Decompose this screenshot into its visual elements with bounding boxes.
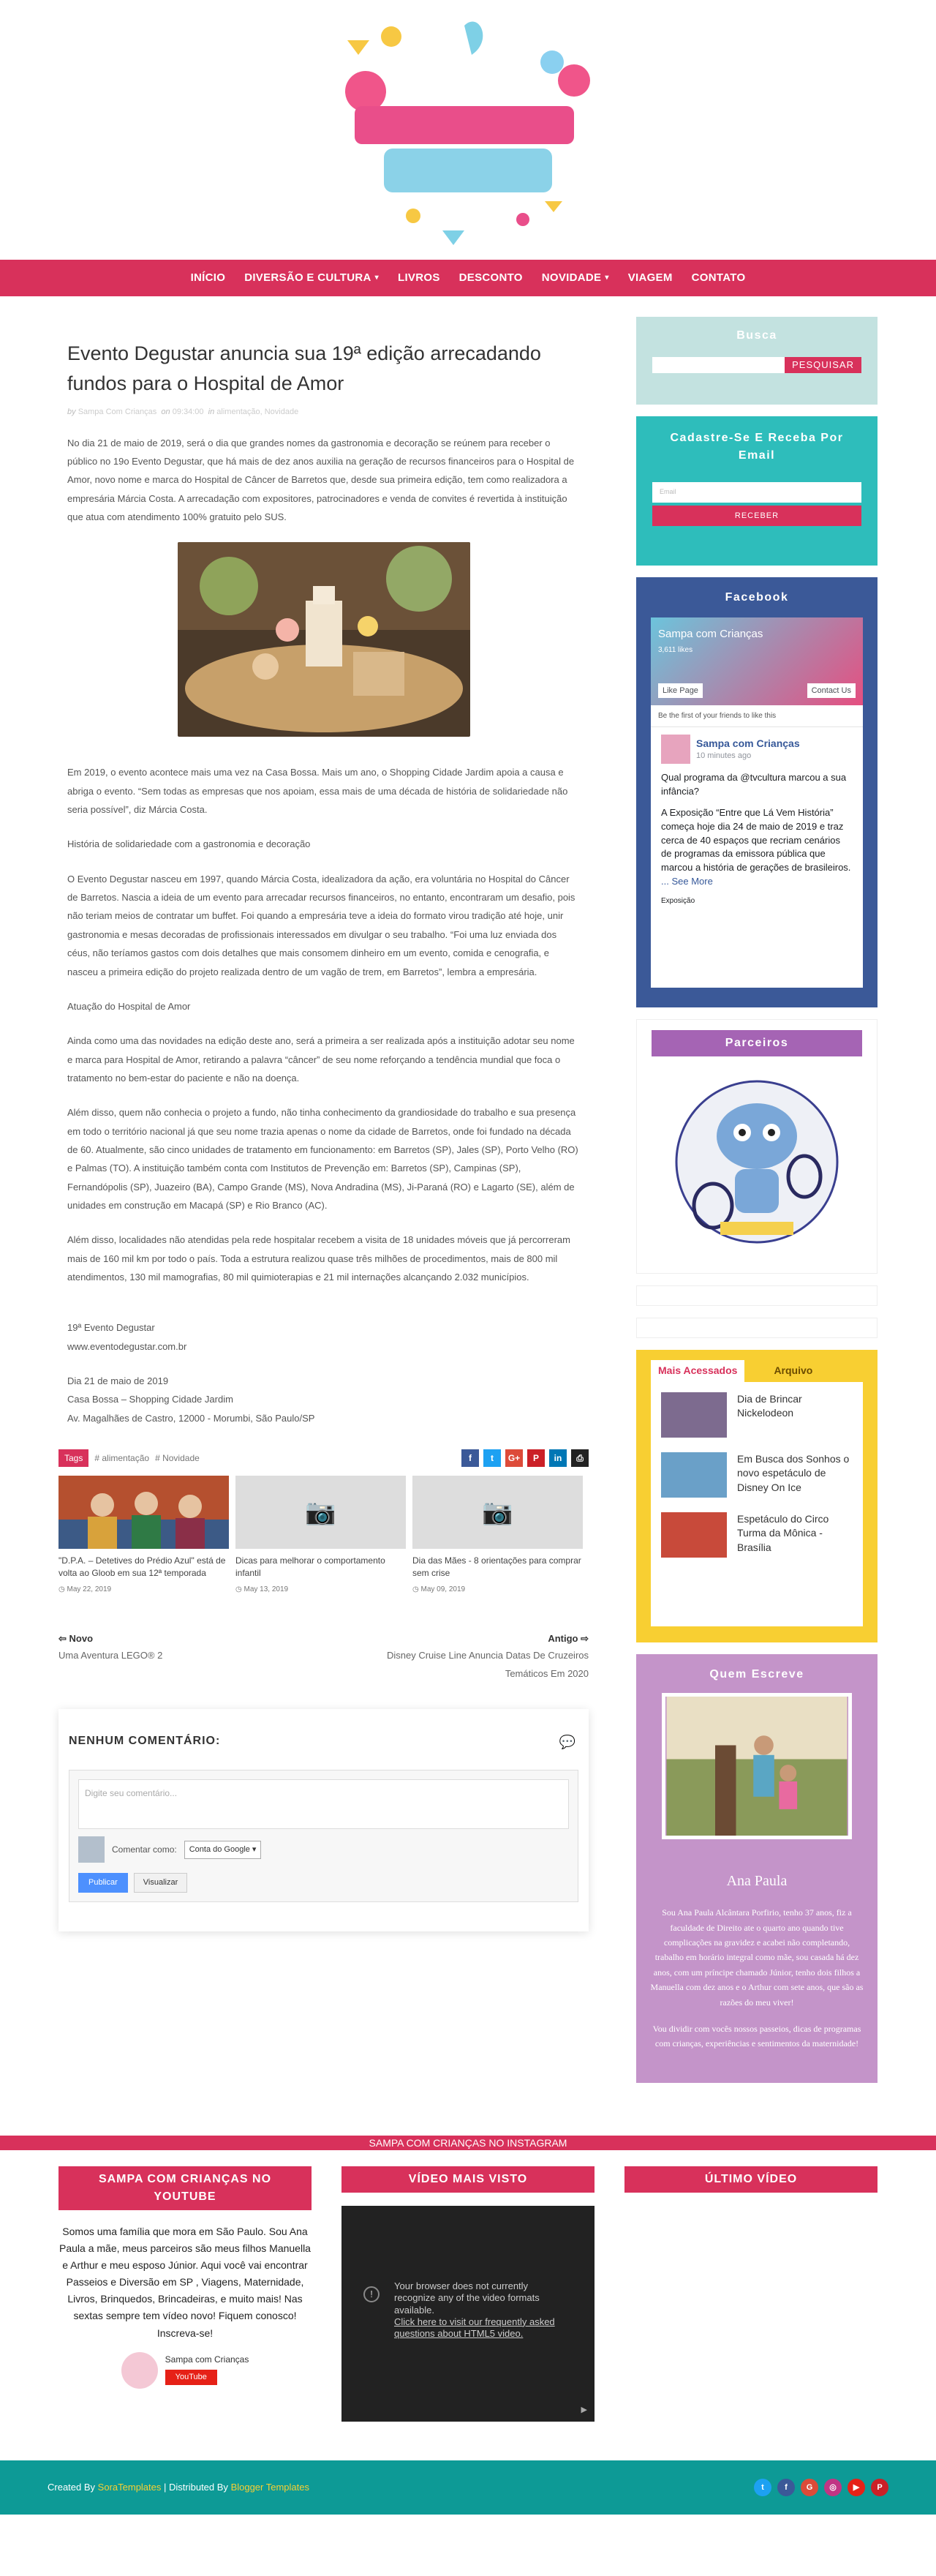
related-post-title[interactable]: "D.P.A. – Detetives do Prédio Azul" está de volta ao Gloob em sua 12ª temporada (58, 1555, 226, 1578)
widget-title: Busca (736, 329, 777, 342)
related-post[interactable] (58, 1476, 229, 1595)
arrow-right-icon: ⇨ (581, 1632, 589, 1644)
google-plus-icon[interactable]: G+ (505, 1449, 523, 1467)
comment-textarea[interactable]: Digite seu comentário... (78, 1779, 569, 1829)
tab-mais-acessados[interactable]: Mais Acessados (651, 1360, 744, 1382)
avatar[interactable] (661, 735, 690, 764)
tab-arquivo[interactable]: Arquivo (774, 1364, 813, 1376)
related-posts (58, 1476, 589, 1595)
facebook-page-name[interactable]: Sampa com Crianças (658, 628, 763, 641)
comment-as-select[interactable]: Conta do Google ▾ (184, 1841, 262, 1859)
list-item[interactable]: Dia de Brincar Nickelodeon (661, 1392, 853, 1438)
widget-title: Quem Escreve (709, 1668, 804, 1681)
facebook-icon[interactable]: f (777, 2479, 795, 2496)
older-post[interactable]: Antigo ⇨ Disney Cruise Line Anuncia Datas De Cruzeiros Temáticos Em 2020 (369, 1631, 589, 1683)
post-image (178, 542, 470, 737)
chevron-down-icon: ▾ (374, 274, 379, 282)
site-logo[interactable] (325, 11, 611, 252)
publish-button[interactable]: Publicar (78, 1873, 128, 1893)
author-bio: Vou dividir com vocês nossos passeios, dicas de programas com crianças, experiências e sentimentos da maternidade! (652, 2023, 861, 2049)
main-column (58, 317, 589, 2095)
pinterest-icon[interactable]: P (871, 2479, 888, 2496)
nav-item-novidade[interactable]: NOVIDADE ▾ (542, 260, 609, 296)
list-item[interactable]: Espetáculo do Circo Turma da Mônica - Brasília (661, 1512, 853, 1558)
nav-item-diversao[interactable]: DIVERSÃO E CULTURA ▾ (244, 260, 379, 296)
search-input[interactable] (652, 357, 785, 373)
related-post-thumb[interactable] (412, 1476, 583, 1549)
subscribe-widget (636, 416, 878, 566)
camera-icon: 📷 (305, 1498, 336, 1526)
instagram-strip[interactable]: SAMPA COM CRIANÇAS NO INSTAGRAM (0, 2136, 936, 2150)
soratemplates-link[interactable]: SoraTemplates (97, 2481, 162, 2493)
most-viewed-video-widget (341, 2166, 595, 2460)
post-title: Evento Degustar anuncia sua 19ª edição arrecadando fundos para o Hospital de Amor (67, 342, 541, 394)
popular-widget (636, 1350, 878, 1642)
facebook-embed: Sampa com Crianças 3,611 likes Like Page Contact Us Be the first of your friends to like this Sampa com Crianças 10 minutes ago Qual programa da @tvcultura marcou a sua infância? A Exposição “Entre que Lá Vem História” começa hoje dia 24 de maio de 2019 e traz cerca de 40 espaços que recriam cenários de programas da emissora pública que marcou a história de gerações de brasileiros. ... See More Exposição (651, 617, 863, 988)
nav-item-inicio[interactable]: INÍCIO (190, 271, 226, 284)
post-time[interactable]: 09:34:00 (172, 408, 204, 416)
youtube-widget: SAMPA COM CRIANÇAS NO YOUTUBE Somos uma família que mora em São Paulo. Sou Ana Paula a mãe, meus parceiros são meus filhos Manuella e Arthur e meu esposo Júnior. Aqui você vai encontrar Passeios e Diversão em SP , Viagens, Maternidade, Livros, Brinquedos, Brincadeiras, e muito mais! Nas sextas sempre tem vídeo novo! Fiquem conosco! Inscreva-se! Sampa com Crianças YouTube (58, 2166, 312, 2460)
widget-title: ÚLTIMO VÍDEO (624, 2166, 878, 2193)
content-wrap (58, 296, 878, 2095)
post-paragraph: Além disso, localidades não atendidas pela rede hospitalar recebem a visita de 18 unidades móveis que já percorreram mais de 160 mil km por todo o país. Toda a estrutura realizou quase três milhões de procedimentos, mais de 800 mil atendimentos, 130 mil mamografias, 80 mil quimioterapias e 21 mil internações alcançando 2.032 municípios. (67, 1234, 570, 1283)
subscribe-button[interactable]: RECEBER (652, 506, 861, 526)
newer-post-link[interactable]: Uma Aventura LEGO® 2 (58, 1649, 163, 1661)
popular-thumb[interactable] (661, 1512, 727, 1558)
author-photo (662, 1693, 852, 1839)
blogger-templates-link[interactable]: Blogger Templates (230, 2481, 309, 2493)
post-paragraph: Além disso, quem não conhecia o projeto a fundo, não tinha conhecimento da grandiosidade do trabalho e sua presença em todo o território nacional já que seu nome trazia apenas o nome da cidade de Barretos, onde foi fundado na década de 60. Atualmente, são cinco unidades de tratamento em funcionamento: em Barretos (SP), Jales (SP), Porto Velho (RO) e Palmas (TO). A instituição também conta com Institutos de Prevenção em: Barretos (SP), Campinas (SP), Fernandópolis (SP), Juazeiro (BA), Campo Grande (MS), Nova Andradina (MS), Ji-Paraná (RO) e Lagarto (SE), além de unidades em construção em Macapá (SP) e Rio Branco (AC). (67, 1107, 578, 1211)
social-links (754, 2479, 888, 2496)
search-widget (636, 317, 878, 405)
instagram-icon[interactable]: ◎ (824, 2479, 842, 2496)
related-post[interactable] (235, 1476, 406, 1595)
see-more-link[interactable]: ... See More (661, 876, 713, 887)
twitter-icon[interactable]: t (754, 2479, 771, 2496)
comment-bubble-icon: 💬 (559, 1735, 575, 1750)
site-header (0, 0, 936, 260)
related-post[interactable] (412, 1476, 583, 1595)
related-post-thumb[interactable] (58, 1476, 229, 1549)
related-post-date: ◷ May 09, 2019 (412, 1585, 466, 1593)
contact-us-button[interactable]: Contact Us (807, 683, 856, 699)
widget-title: VÍDEO MAIS VISTO (341, 2166, 595, 2193)
post-paragraph: Ainda como uma das novidades na edição deste ano, será a primeira a ser realizada após a instituição adotar seu nome e marca para Hospital de Amor, retirando a palavra “câncer” de seu nome reforçando a tendência mundial que foca o tratamento no bem-estar do paciente e não na doença. (67, 1035, 575, 1084)
html5-faq-link[interactable]: Click here to visit our frequently asked questions about HTML5 video. (394, 2316, 555, 2339)
post-info: 19ª Evento Degustar www.eventodegustar.com.br (67, 1322, 187, 1352)
author-name: Ana Paula (726, 1873, 788, 1890)
post (58, 339, 589, 1427)
tags-share-bar (58, 1449, 589, 1467)
widget-title: SAMPA COM CRIANÇAS NO YOUTUBE (58, 2166, 312, 2210)
newer-post[interactable]: ⇦ Novo Uma Aventura LEGO® 2 (58, 1631, 162, 1683)
related-post-title[interactable]: Dicas para melhorar o comportamento infantil (235, 1555, 385, 1578)
footer-widgets (58, 2150, 878, 2460)
comments-title: NENHUM COMENTÁRIO: (69, 1735, 221, 1748)
print-icon[interactable]: ⎙ (571, 1449, 589, 1467)
older-post-link[interactable]: Disney Cruise Line Anuncia Datas De Cruzeiros Temáticos Em 2020 (386, 1649, 589, 1679)
bottom-bar (0, 2460, 936, 2515)
facebook-widget (636, 577, 878, 1007)
nav-item-viagem[interactable]: VIAGEM (627, 271, 673, 284)
info-icon: ! (363, 2286, 380, 2302)
youtube-description: Somos uma família que mora em São Paulo. Sou Ana Paula a mãe, meus parceiros são meus filhos Manuella e Arthur e meu esposo Júnior. Aqui você vai encontrar Passeios e Diversão em SP , Viagens, Maternidade, Livros, Brinquedos, Brincadeiras, e muito mais! Nas sextas sempre tem vídeo novo! Fiquem conosco! Inscreva-se! (59, 2226, 311, 2339)
youtube-subscribe-button[interactable]: YouTube (165, 2370, 217, 2385)
tag-link[interactable]: # alimentação (94, 1453, 150, 1464)
post-paragraph: No dia 21 de maio de 2019, será o dia que grandes nomes da gastronomia e decoração se reúnem para receber o público no 19o Evento Degustar, que há mais de dez anos auxilia na geração de recursos financeiros para o Hospital de Amor, novo nome e marca do Hospital de Câncer de Barretos que, desde sua primeira edição, tem como realizadora a empresária Márcia Costa. A arrecadação com expositores, patrocinadores e venda de convites é revertida à instituição que atua com atendimento 100% gratuito pelo SUS. (67, 437, 575, 523)
twitter-icon[interactable]: t (483, 1449, 501, 1467)
post-category-link[interactable]: Novidade (264, 408, 299, 416)
google-plus-icon[interactable]: G (801, 2479, 818, 2496)
partner-logo[interactable] (669, 1067, 845, 1261)
related-post-title[interactable]: Dia das Mães - 8 orientações para comprar sem crise (412, 1555, 581, 1578)
comments-section (58, 1709, 589, 1931)
empty-widget (636, 1285, 878, 1306)
youtube-icon[interactable]: ▶ (581, 2406, 587, 2415)
post-paragraph: Em 2019, o evento acontece mais uma vez na Casa Bossa. Mais um ano, o Shopping Cidade Jardim apoia a causa e abriga o evento. “Sem todas as empresas que nos apoiam, essa mais de uma década de história de solidariedade não seria possível”, diz Márcia Costa. (67, 767, 568, 816)
widget-title: Facebook (725, 591, 789, 604)
youtube-icon[interactable]: ▶ (848, 2479, 865, 2496)
related-post-date: ◷ May 22, 2019 (58, 1585, 112, 1593)
like-page-button[interactable]: Like Page (658, 683, 703, 699)
search-button[interactable]: PESQUISAR (785, 357, 861, 373)
tag-list (58, 1449, 200, 1467)
nav-item-contato[interactable]: CONTATO (691, 271, 746, 284)
event-website-link[interactable]: www.eventodegustar.com.br (67, 1340, 187, 1352)
arrow-left-icon: ⇦ (58, 1632, 67, 1644)
widget-title: Cadastre-Se E Receba Por Email (670, 432, 844, 462)
post-body (67, 434, 580, 1427)
popular-thumb[interactable] (661, 1452, 727, 1498)
linkedin-icon[interactable]: in (549, 1449, 567, 1467)
nav-item-desconto[interactable]: DESCONTO (458, 271, 523, 284)
partners-widget (636, 1019, 878, 1274)
popular-list (651, 1382, 863, 1626)
post-subheading: Atuação do Hospital de Amor (67, 1000, 191, 1012)
sidebar (636, 317, 878, 2095)
post-category-link[interactable]: alimentação, (216, 408, 263, 416)
related-post-date: ◷ May 13, 2019 (235, 1585, 289, 1593)
post-pager (58, 1631, 589, 1683)
list-item[interactable]: Em Busca dos Sonhos o novo espetáculo de Disney On Ice (661, 1452, 853, 1498)
chevron-down-icon: ▾ (605, 274, 609, 282)
post-info: Dia 21 de maio de 2019 Casa Bossa – Shopping Cidade Jardim Av. Magalhães de Castro, 12000 - Morumbi, São Paulo/SP (67, 1375, 315, 1424)
facebook-cover: Sampa com Crianças 3,611 likes Like Page Contact Us (651, 617, 863, 705)
related-post-thumb[interactable] (235, 1476, 406, 1549)
credits: Created By SoraTemplates | Distributed By Blogger Templates (48, 2481, 309, 2493)
popular-tabs (651, 1360, 863, 1382)
latest-video-widget (624, 2166, 878, 2460)
camera-icon: 📷 (482, 1498, 513, 1526)
post-paragraph: O Evento Degustar nasceu em 1997, quando Márcia Costa, idealizadora da ação, era voluntária no Hospital do Câncer de Barretos. Nascia a ideia de um evento para arrecadar recursos financeiros, no entanto, encontraram um desafio, pois não teriam meios de contratar um buffet. Foi quando a empresária teve a ideia do formato virou tradição até hoje, unir gastronomia e mesas decoradas de profissionais interessados em divulgar o seu trabalho. “Foi uma luz enviada dos céus, não teríamos gastos com dois detalhes que mais consomem dinheiro em um evento, comida e cenografia, e nasceu a primeira edição do projeto realizada dentro de um vagão de trem, em Barretos”, lembra a empresária. (67, 873, 575, 977)
empty-widget (636, 1318, 878, 1338)
channel-avatar[interactable] (121, 2352, 158, 2389)
main-nav (0, 260, 936, 296)
email-field[interactable]: Email (652, 482, 861, 503)
share-buttons (461, 1449, 589, 1467)
post-subheading: História de solidariedade com a gastronomia e decoração (67, 838, 311, 850)
popular-thumb[interactable] (661, 1392, 727, 1438)
pinterest-icon[interactable]: P (527, 1449, 545, 1467)
facebook-icon[interactable]: f (461, 1449, 479, 1467)
facebook-post: Sampa com Crianças 10 minutes ago Qual programa da @tvcultura marcou a sua infância? A Exposição “Entre que Lá Vem História” começa hoje dia 24 de maio de 2019 e traz cerca de 40 espaços que recriam cenários de programas da emissora pública que marcou a história de gerações de brasileiros. ... See More Exposição (651, 727, 863, 914)
post-author-link[interactable]: Sampa Com Crianças (78, 408, 157, 416)
author-widget (636, 1654, 878, 2083)
avatar (78, 1836, 105, 1863)
video-player[interactable]: ! Your browser does not currently recognize any of the video formats available. Click here to visit our frequently asked questions about HTML5 video. ▶ (341, 2206, 595, 2422)
comment-form (69, 1770, 578, 1902)
post-meta: by Sampa Com Crianças on 09:34:00 in alimentação, Novidade (67, 408, 299, 416)
widget-title: Parceiros (652, 1030, 862, 1056)
nav-item-livros[interactable]: LIVROS (398, 271, 440, 284)
preview-button[interactable]: Visualizar (134, 1873, 188, 1893)
comment-as-label: Comentar como: (112, 1844, 177, 1855)
tags-label: Tags (58, 1449, 88, 1467)
author-bio: Sou Ana Paula Alcântara Porfirio, tenho 37 anos, fiz a faculdade de Direito ate o quarto ano quando tive complicações na gravidez e acabei não completando, trabalho em horário integral como mãe, sou casada há dez anos, com um príncipe chamado Júnior, tenho dois filhos a Manuella com dez anos e o Arthur com sete anos, que são as razões do meu viver! (650, 1907, 864, 2008)
tag-link[interactable]: # Novidade (155, 1453, 200, 1464)
